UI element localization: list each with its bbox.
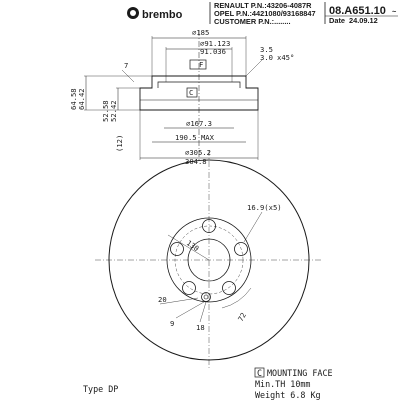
holes-callout: 16.9(x5) — [247, 203, 282, 212]
datum-f: F — [199, 60, 204, 69]
revision-mark: ~ — [392, 7, 397, 16]
dim-7: 7 — [124, 61, 129, 70]
front-view — [95, 150, 323, 370]
datum-f-box — [190, 60, 206, 69]
leader-18 — [200, 302, 206, 322]
hole-leader — [244, 212, 262, 242]
dim-185: ⌀185 — [192, 28, 210, 37]
dim-64-58: 64.58 — [69, 88, 78, 110]
type-label: Type DP — [83, 384, 119, 394]
chamfer-a: 3.5 — [260, 45, 273, 54]
datum-c: C — [189, 88, 194, 97]
date-value: 24.09.12 — [349, 16, 378, 25]
dim-52-58: 52.58 — [101, 100, 110, 122]
bolt-hole-3 — [223, 282, 236, 295]
oem-part-line-1: RENAULT P.N.:43206-4087R — [214, 1, 312, 10]
customer-part-line: CUSTOMER P.N.:........ — [214, 17, 291, 26]
dim-64-42: 64.42 — [77, 88, 86, 110]
mounting-face-code: C — [257, 368, 263, 378]
brand-logo — [127, 7, 183, 21]
dim-305-2: ⌀305.2 — [185, 148, 211, 157]
bolt-hole-4 — [183, 282, 196, 295]
chamfer-leader — [246, 60, 262, 76]
dim-18: 18 — [196, 323, 205, 332]
min-thickness: Min.TH 10mm — [255, 379, 311, 389]
chamfer-angle: x45° — [277, 53, 295, 62]
mounting-face-label: MOUNTING FACE — [267, 368, 333, 378]
dim-190-5: 190.5 MAX — [175, 133, 214, 142]
leader-9 — [176, 302, 204, 318]
dim-304-8: 304.8 — [185, 157, 207, 166]
dim-9: 9 — [170, 319, 175, 328]
chamfer-b: 3.0 — [260, 53, 273, 62]
oem-part-line-2: OPEL P.N.:4421080/93168847 — [214, 9, 316, 18]
dim-91-123: ⌀91.123 — [200, 39, 231, 48]
brand-name: brembo — [142, 9, 183, 21]
dim-91-036: 91.036 — [200, 47, 226, 56]
pcd-label: 130 — [184, 238, 201, 254]
section-view — [84, 30, 262, 160]
dim-12: (12) — [115, 134, 124, 152]
part-number: 08.A651.10 — [329, 5, 386, 17]
dim-52-42: 52.42 — [109, 100, 118, 122]
date-label: Date — [329, 16, 346, 25]
weight: Weight 6.8 Kg — [255, 390, 321, 400]
dim-72: 72 — [235, 311, 249, 323]
dim-167-3: ⌀167.3 — [186, 119, 212, 128]
dim-20: 20 — [158, 295, 167, 304]
